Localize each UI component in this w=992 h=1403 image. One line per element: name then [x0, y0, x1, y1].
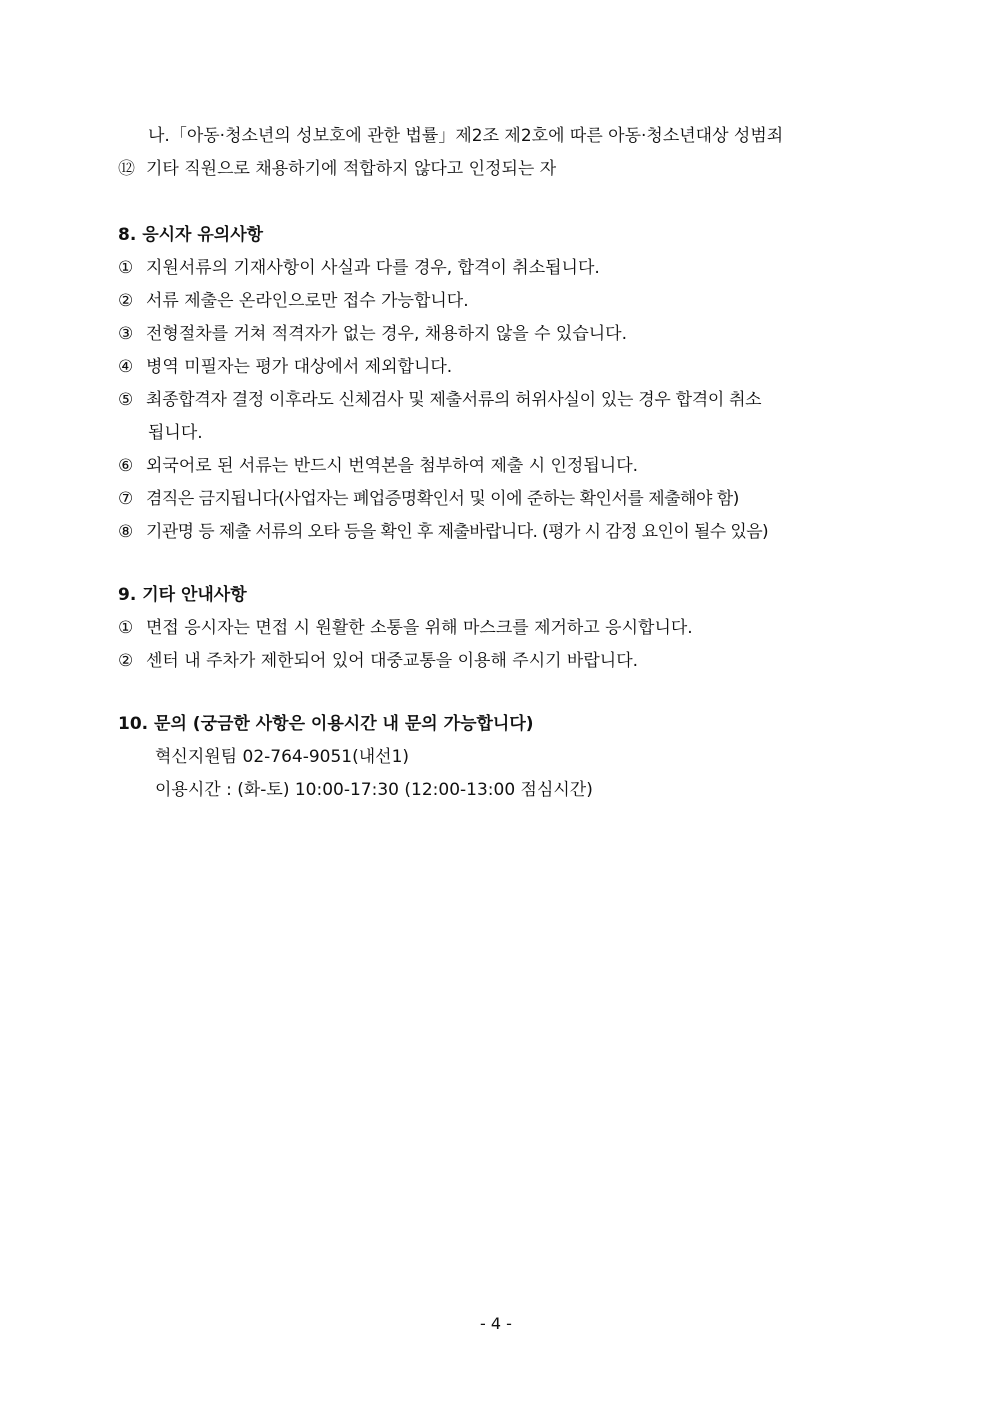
list-item-continuation — [148, 421, 908, 445]
list-item — [118, 355, 878, 379]
hours-text: 이용시간 : (화-토) 10:00-17:30 (12:00-13:00 점심시간) — [155, 780, 593, 800]
list-item — [118, 388, 878, 412]
item-text: 지원서류의 기재사항이 사실과 다를 경우, 합격이 취소됩니다. — [146, 258, 600, 278]
item-number: ④ — [118, 357, 134, 377]
item-text: 병역 미필자는 평가 대상에서 제외합니다. — [146, 357, 453, 377]
item-text: 서류 제출은 온라인으로만 접수 가능합니다. — [146, 291, 469, 311]
item-number: ② — [118, 651, 134, 671]
item-number: ⑫ — [118, 159, 135, 179]
item-number: ⑦ — [118, 489, 134, 509]
list-item-12 — [118, 157, 878, 181]
contact-line — [155, 745, 915, 769]
sub-item-na-text: 나.「아동·청소년의 성보호에 관한 법률」제2조 제2호에 따른 아동·청소년대상 성범죄 — [148, 126, 784, 146]
item-text: 면접 응시자는 면접 시 원활한 소통을 위해 마스크를 제거하고 응시합니다. — [146, 618, 693, 638]
section-9-title: 9. 기타 안내사항 — [118, 585, 247, 605]
section-8-heading — [118, 223, 878, 247]
item-text: 최종합격자 결정 이후라도 신체검사 및 제출서류의 허위사실이 있는 경우 합격이 취소 — [146, 390, 762, 410]
page-number: - 4 - — [480, 1314, 512, 1333]
item-number: ⑤ — [118, 390, 134, 410]
list-item — [118, 322, 878, 346]
section-10-heading — [118, 712, 878, 736]
list-item — [118, 256, 878, 280]
list-item — [118, 487, 878, 511]
section-9-heading — [118, 583, 878, 607]
list-item — [118, 649, 878, 673]
item-number: ⑧ — [118, 522, 134, 542]
hours-line — [155, 778, 915, 802]
item-number: ⑥ — [118, 456, 134, 476]
list-item — [118, 454, 878, 478]
item-text: 기타 직원으로 채용하기에 적합하지 않다고 인정되는 자 — [146, 159, 557, 179]
item-text: 겸직은 금지됩니다(사업자는 폐업증명확인서 및 이에 준하는 확인서를 제출해야 함) — [146, 489, 739, 509]
item-number: ① — [118, 618, 134, 638]
list-item — [118, 616, 878, 640]
item-text: 센터 내 주차가 제한되어 있어 대중교통을 이용해 주시기 바랍니다. — [146, 651, 639, 671]
item-text: 전형절차를 거쳐 적격자가 없는 경우, 채용하지 않을 수 있습니다. — [146, 324, 628, 344]
list-item — [118, 289, 878, 313]
section-10-title: 10. 문의 (궁금한 사항은 이용시간 내 문의 가능합니다) — [118, 714, 534, 734]
sub-item-na — [148, 124, 908, 148]
item-text: 외국어로 된 서류는 반드시 번역본을 첨부하여 제출 시 인정됩니다. — [146, 456, 639, 476]
item-text: 기관명 등 제출 서류의 오타 등을 확인 후 제출바랍니다. (평가 시 감정 요인이 될수 있음) — [146, 522, 769, 542]
section-8-title: 8. 응시자 유의사항 — [118, 225, 264, 245]
item-number: ② — [118, 291, 134, 311]
contact-text: 혁신지원팀 02-764-9051(내선1) — [155, 747, 410, 767]
item-text-continuation: 됩니다. — [148, 423, 203, 443]
list-item — [118, 520, 878, 544]
item-number: ① — [118, 258, 134, 278]
item-number: ③ — [118, 324, 134, 344]
